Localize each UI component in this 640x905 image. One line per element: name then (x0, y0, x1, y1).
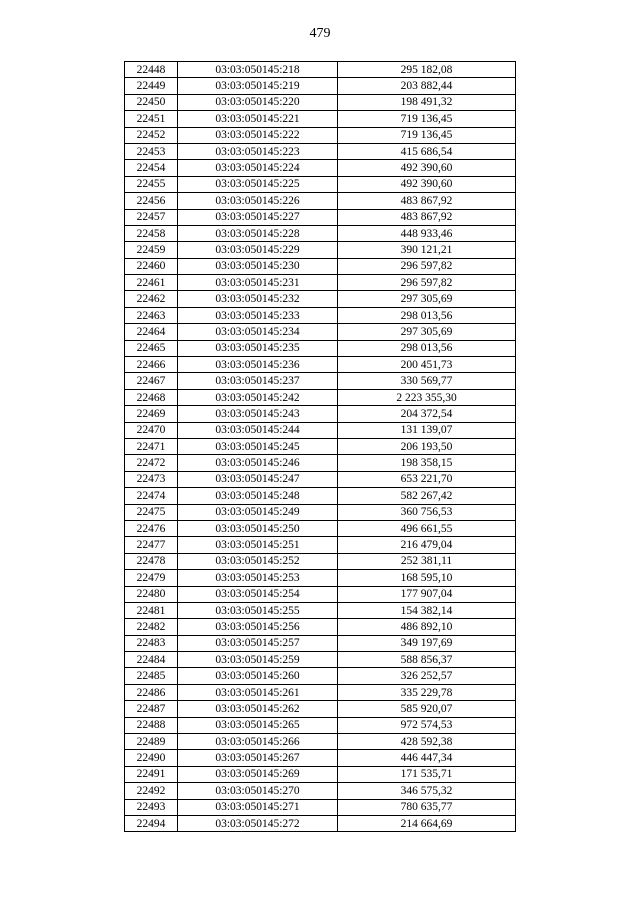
cadastral-number-cell: 03:03:050145:266 (178, 734, 338, 750)
cadastral-value-cell: 298 013,56 (338, 340, 516, 356)
cadastral-number-cell: 03:03:050145:260 (178, 668, 338, 684)
table-row (125, 78, 516, 94)
table-row (125, 586, 516, 602)
cadastral-number-cell: 03:03:050145:220 (178, 94, 338, 110)
table-row (125, 406, 516, 422)
row-number-cell: 22479 (125, 570, 178, 586)
row-number-cell: 22463 (125, 307, 178, 323)
cadastral-number-cell: 03:03:050145:218 (178, 62, 338, 78)
cadastral-value-cell: 780 635,77 (338, 799, 516, 815)
table-row (125, 307, 516, 323)
cadastral-value-cell: 204 372,54 (338, 406, 516, 422)
cadastral-value-cell: 390 121,21 (338, 242, 516, 258)
cadastral-number-cell: 03:03:050145:270 (178, 783, 338, 799)
cadastral-value-cell: 326 252,57 (338, 668, 516, 684)
table-row (125, 324, 516, 340)
cadastral-number-cell: 03:03:050145:262 (178, 701, 338, 717)
table-row (125, 275, 516, 291)
cadastral-number-cell: 03:03:050145:244 (178, 422, 338, 438)
row-number-cell: 22494 (125, 815, 178, 831)
table-row (125, 520, 516, 536)
table-row (125, 127, 516, 143)
cadastral-number-cell: 03:03:050145:251 (178, 537, 338, 553)
table-row (125, 176, 516, 192)
cadastral-value-cell: 486 892,10 (338, 619, 516, 635)
cadastral-number-cell: 03:03:050145:237 (178, 373, 338, 389)
row-number-cell: 22482 (125, 619, 178, 635)
table-body (125, 62, 516, 832)
table-row (125, 389, 516, 405)
row-number-cell: 22486 (125, 684, 178, 700)
cadastral-value-cell: 2 223 355,30 (338, 389, 516, 405)
row-number-cell: 22488 (125, 717, 178, 733)
row-number-cell: 22467 (125, 373, 178, 389)
table-row (125, 783, 516, 799)
cadastral-number-cell: 03:03:050145:269 (178, 766, 338, 782)
row-number-cell: 22472 (125, 455, 178, 471)
row-number-cell: 22457 (125, 209, 178, 225)
cadastral-value-cell: 492 390,60 (338, 160, 516, 176)
table-row (125, 717, 516, 733)
cadastral-value-cell: 483 867,92 (338, 209, 516, 225)
cadastral-value-cell: 296 597,82 (338, 258, 516, 274)
row-number-cell: 22461 (125, 275, 178, 291)
row-number-cell: 22460 (125, 258, 178, 274)
row-number-cell: 22470 (125, 422, 178, 438)
cadastral-number-cell: 03:03:050145:252 (178, 553, 338, 569)
table-row (125, 455, 516, 471)
row-number-cell: 22456 (125, 193, 178, 209)
table-row (125, 209, 516, 225)
cadastral-number-cell: 03:03:050145:254 (178, 586, 338, 602)
table-row (125, 537, 516, 553)
cadastral-value-cell: 297 305,69 (338, 324, 516, 340)
table-row (125, 684, 516, 700)
cadastral-value-cell: 295 182,08 (338, 62, 516, 78)
cadastral-number-cell: 03:03:050145:259 (178, 652, 338, 668)
cadastral-number-cell: 03:03:050145:255 (178, 602, 338, 618)
row-number-cell: 22474 (125, 488, 178, 504)
cadastral-value-cell: 131 139,07 (338, 422, 516, 438)
cadastral-value-cell: 446 447,34 (338, 750, 516, 766)
cadastral-value-cell: 296 597,82 (338, 275, 516, 291)
table-row (125, 258, 516, 274)
table-row (125, 553, 516, 569)
cadastral-value-cell: 492 390,60 (338, 176, 516, 192)
cadastral-value-cell: 216 479,04 (338, 537, 516, 553)
cadastral-number-cell: 03:03:050145:271 (178, 799, 338, 815)
table-row (125, 193, 516, 209)
table-row (125, 291, 516, 307)
cadastral-value-cell: 346 575,32 (338, 783, 516, 799)
cadastral-value-cell: 330 569,77 (338, 373, 516, 389)
cadastral-number-cell: 03:03:050145:272 (178, 815, 338, 831)
row-number-cell: 22483 (125, 635, 178, 651)
cadastral-number-cell: 03:03:050145:246 (178, 455, 338, 471)
cadastral-number-cell: 03:03:050145:223 (178, 143, 338, 159)
cadastral-number-cell: 03:03:050145:250 (178, 520, 338, 536)
table-row (125, 734, 516, 750)
row-number-cell: 22464 (125, 324, 178, 340)
cadastral-number-cell: 03:03:050145:231 (178, 275, 338, 291)
cadastral-value-cell: 171 535,71 (338, 766, 516, 782)
row-number-cell: 22469 (125, 406, 178, 422)
row-number-cell: 22492 (125, 783, 178, 799)
cadastral-number-cell: 03:03:050145:261 (178, 684, 338, 700)
table-row (125, 766, 516, 782)
cadastral-value-cell: 198 358,15 (338, 455, 516, 471)
cadastral-number-cell: 03:03:050145:248 (178, 488, 338, 504)
cadastral-value-cell: 252 381,11 (338, 553, 516, 569)
table-row (125, 652, 516, 668)
table-row (125, 340, 516, 356)
table-row (125, 94, 516, 110)
cadastral-value-cell: 349 197,69 (338, 635, 516, 651)
row-number-cell: 22466 (125, 357, 178, 373)
table-row (125, 488, 516, 504)
row-number-cell: 22458 (125, 225, 178, 241)
cadastral-number-cell: 03:03:050145:249 (178, 504, 338, 520)
cadastral-number-cell: 03:03:050145:245 (178, 438, 338, 454)
row-number-cell: 22475 (125, 504, 178, 520)
cadastral-value-cell: 200 451,73 (338, 357, 516, 373)
table-row (125, 750, 516, 766)
row-number-cell: 22473 (125, 471, 178, 487)
cadastral-value-cell: 483 867,92 (338, 193, 516, 209)
cadastral-value-cell: 177 907,04 (338, 586, 516, 602)
table-row (125, 357, 516, 373)
cadastral-value-cell: 360 756,53 (338, 504, 516, 520)
cadastral-value-cell: 428 592,38 (338, 734, 516, 750)
row-number-cell: 22455 (125, 176, 178, 192)
cadastral-number-cell: 03:03:050145:219 (178, 78, 338, 94)
cadastral-value-cell: 582 267,42 (338, 488, 516, 504)
row-number-cell: 22454 (125, 160, 178, 176)
cadastral-value-cell: 198 491,32 (338, 94, 516, 110)
row-number-cell: 22465 (125, 340, 178, 356)
cadastral-number-cell: 03:03:050145:224 (178, 160, 338, 176)
table-row (125, 143, 516, 159)
row-number-cell: 22451 (125, 111, 178, 127)
row-number-cell: 22489 (125, 734, 178, 750)
cadastral-number-cell: 03:03:050145:243 (178, 406, 338, 422)
table-row (125, 111, 516, 127)
row-number-cell: 22453 (125, 143, 178, 159)
table-row (125, 504, 516, 520)
row-number-cell: 22468 (125, 389, 178, 405)
cadastral-value-cell: 154 382,14 (338, 602, 516, 618)
cadastral-value-cell: 585 920,07 (338, 701, 516, 717)
cadastral-value-cell: 298 013,56 (338, 307, 516, 323)
cadastral-number-cell: 03:03:050145:222 (178, 127, 338, 143)
row-number-cell: 22485 (125, 668, 178, 684)
cadastral-value-cell: 972 574,53 (338, 717, 516, 733)
cadastral-number-cell: 03:03:050145:233 (178, 307, 338, 323)
cadastral-value-cell: 719 136,45 (338, 127, 516, 143)
row-number-cell: 22477 (125, 537, 178, 553)
row-number-cell: 22484 (125, 652, 178, 668)
row-number-cell: 22471 (125, 438, 178, 454)
row-number-cell: 22493 (125, 799, 178, 815)
cadastral-number-cell: 03:03:050145:226 (178, 193, 338, 209)
table-row (125, 619, 516, 635)
row-number-cell: 22481 (125, 602, 178, 618)
cadastral-number-cell: 03:03:050145:230 (178, 258, 338, 274)
cadastral-number-cell: 03:03:050145:235 (178, 340, 338, 356)
row-number-cell: 22490 (125, 750, 178, 766)
cadastral-value-cell: 168 595,10 (338, 570, 516, 586)
table-row (125, 160, 516, 176)
row-number-cell: 22476 (125, 520, 178, 536)
cadastral-number-cell: 03:03:050145:247 (178, 471, 338, 487)
cadastral-value-cell: 335 229,78 (338, 684, 516, 700)
table-row (125, 422, 516, 438)
cadastral-value-cell: 719 136,45 (338, 111, 516, 127)
table-row (125, 62, 516, 78)
cadastral-number-cell: 03:03:050145:229 (178, 242, 338, 258)
table-row (125, 242, 516, 258)
row-number-cell: 22478 (125, 553, 178, 569)
cadastral-value-cell: 448 933,46 (338, 225, 516, 241)
cadastral-value-cell: 297 305,69 (338, 291, 516, 307)
cadastral-value-cell: 653 221,70 (338, 471, 516, 487)
row-number-cell: 22491 (125, 766, 178, 782)
cadastral-number-cell: 03:03:050145:232 (178, 291, 338, 307)
table-row (125, 438, 516, 454)
table-row (125, 471, 516, 487)
cadastral-value-table (124, 61, 516, 832)
row-number-cell: 22462 (125, 291, 178, 307)
cadastral-value-cell: 415 686,54 (338, 143, 516, 159)
table-row (125, 799, 516, 815)
row-number-cell: 22459 (125, 242, 178, 258)
cadastral-value-cell: 214 664,69 (338, 815, 516, 831)
row-number-cell: 22487 (125, 701, 178, 717)
table-row (125, 668, 516, 684)
cadastral-number-cell: 03:03:050145:242 (178, 389, 338, 405)
cadastral-number-cell: 03:03:050145:257 (178, 635, 338, 651)
row-number-cell: 22448 (125, 62, 178, 78)
table-row (125, 602, 516, 618)
cadastral-value-cell: 206 193,50 (338, 438, 516, 454)
cadastral-number-cell: 03:03:050145:267 (178, 750, 338, 766)
table-row (125, 373, 516, 389)
cadastral-number-cell: 03:03:050145:234 (178, 324, 338, 340)
cadastral-number-cell: 03:03:050145:256 (178, 619, 338, 635)
page-number: 479 (309, 26, 331, 41)
row-number-cell: 22450 (125, 94, 178, 110)
cadastral-number-cell: 03:03:050145:253 (178, 570, 338, 586)
cadastral-number-cell: 03:03:050145:227 (178, 209, 338, 225)
row-number-cell: 22480 (125, 586, 178, 602)
row-number-cell: 22452 (125, 127, 178, 143)
cadastral-number-cell: 03:03:050145:265 (178, 717, 338, 733)
cadastral-value-cell: 588 856,37 (338, 652, 516, 668)
cadastral-number-cell: 03:03:050145:228 (178, 225, 338, 241)
table-row (125, 635, 516, 651)
cadastral-number-cell: 03:03:050145:236 (178, 357, 338, 373)
table-row (125, 815, 516, 831)
row-number-cell: 22449 (125, 78, 178, 94)
cadastral-number-cell: 03:03:050145:225 (178, 176, 338, 192)
cadastral-value-cell: 203 882,44 (338, 78, 516, 94)
cadastral-value-cell: 496 661,55 (338, 520, 516, 536)
table-row (125, 701, 516, 717)
cadastral-number-cell: 03:03:050145:221 (178, 111, 338, 127)
table-row (125, 225, 516, 241)
table-row (125, 570, 516, 586)
